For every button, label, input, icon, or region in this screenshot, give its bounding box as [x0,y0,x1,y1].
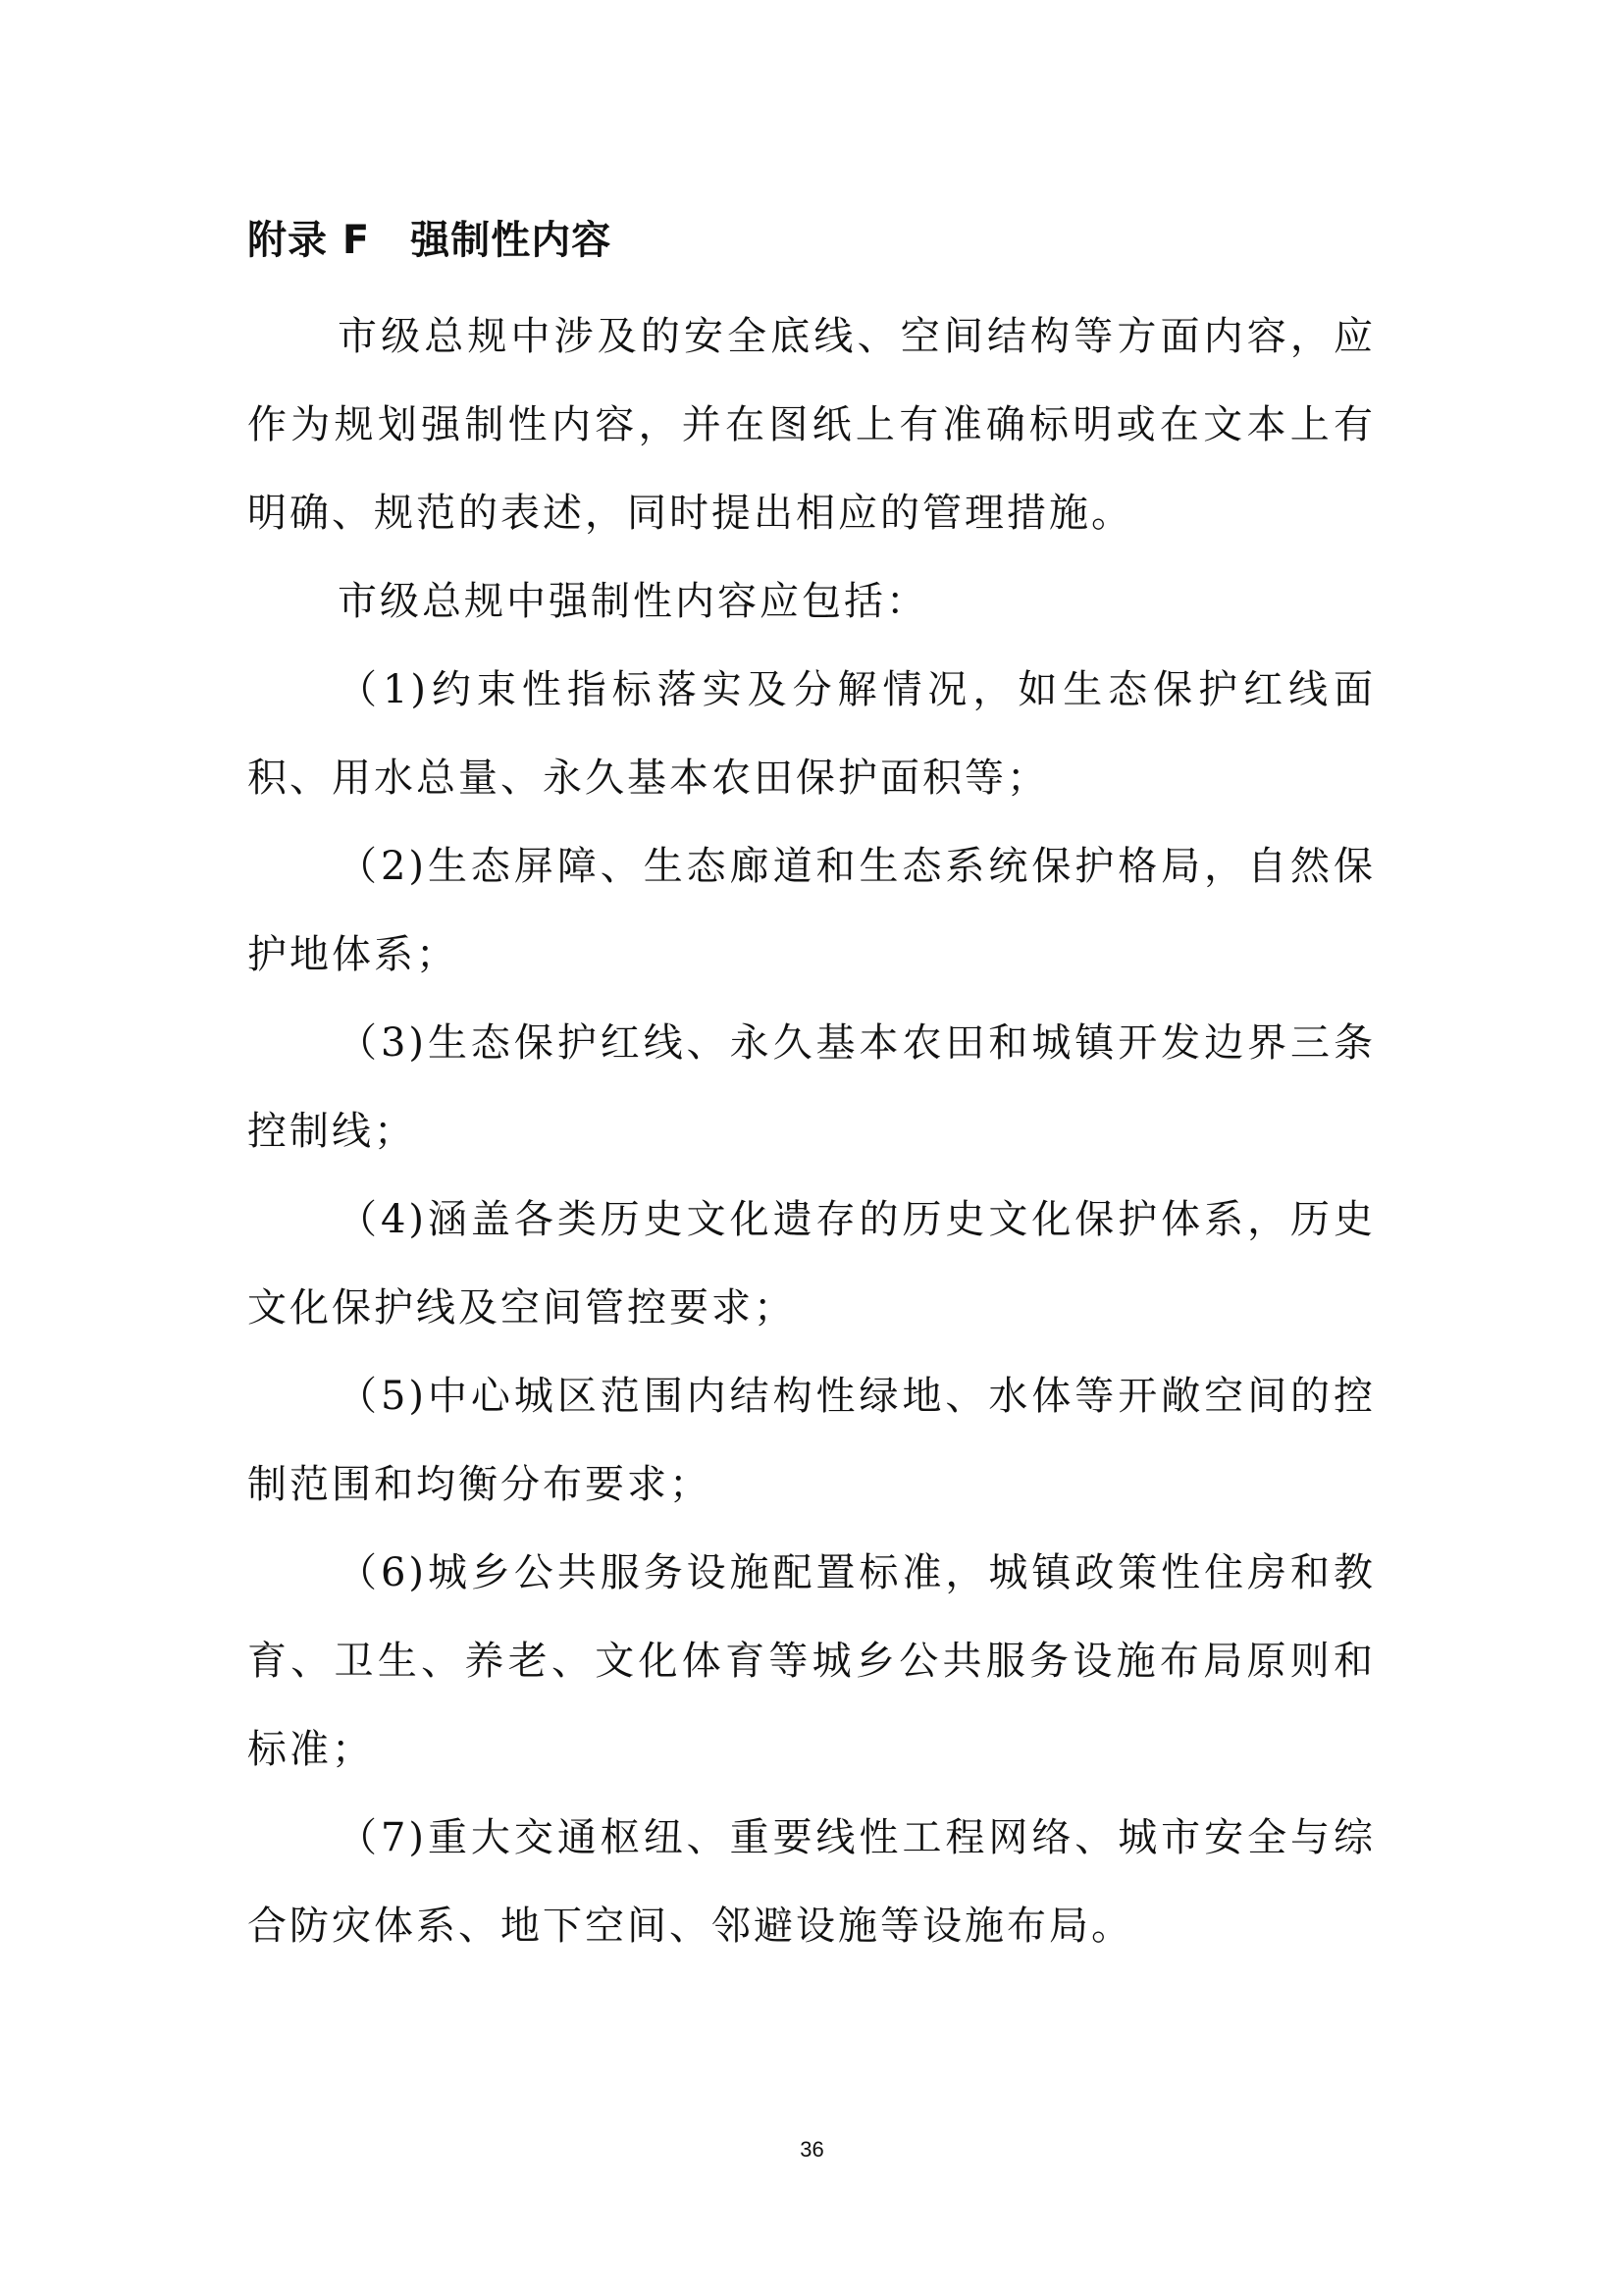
page-number: 36 [800,2137,824,2162]
list-item-3: （3)生态保护红线、永久基本农田和城镇开发边界三条控制线； [247,1020,1376,1154]
document-body [247,292,1376,1970]
paragraph-list-lead: 市级总规中强制性内容应包括： [338,579,928,624]
list-item-5: （5)中心城区范围内结构性绿地、水体等开敞空间的控制范围和均衡分布要求； [247,1374,1376,1507]
list-item-7: （7)重大交通枢纽、重要线性工程网络、城市安全与综合防灾体系、地下空间、邻避设施等设施布局。 [247,1815,1376,1949]
list-item-1: （1)约束性指标落实及分解情况，如生态保护红线面积、用水总量、永久基本农田保护面积等； [247,667,1376,801]
paragraph-intro: 市级总规中涉及的安全底线、空间结构等方面内容，应作为规划强制性内容，并在图纸上有准确标明或在文本上有明确、规范的表述，同时提出相应的管理措施。 [247,314,1376,536]
list-item-4: （4)涵盖各类历史文化遗存的历史文化保护体系，历史文化保护线及空间管控要求； [247,1197,1376,1331]
appendix-heading: 附录 F 强制性内容 [247,218,612,263]
list-item-6: （6)城乡公共服务设施配置标准，城镇政策性住房和教育、卫生、养老、文化体育等城乡公共服务设施布局原则和标准； [247,1550,1376,1772]
list-item-2: （2)生态屏障、生态廊道和生态系统保护格局，自然保护地体系； [247,844,1376,977]
